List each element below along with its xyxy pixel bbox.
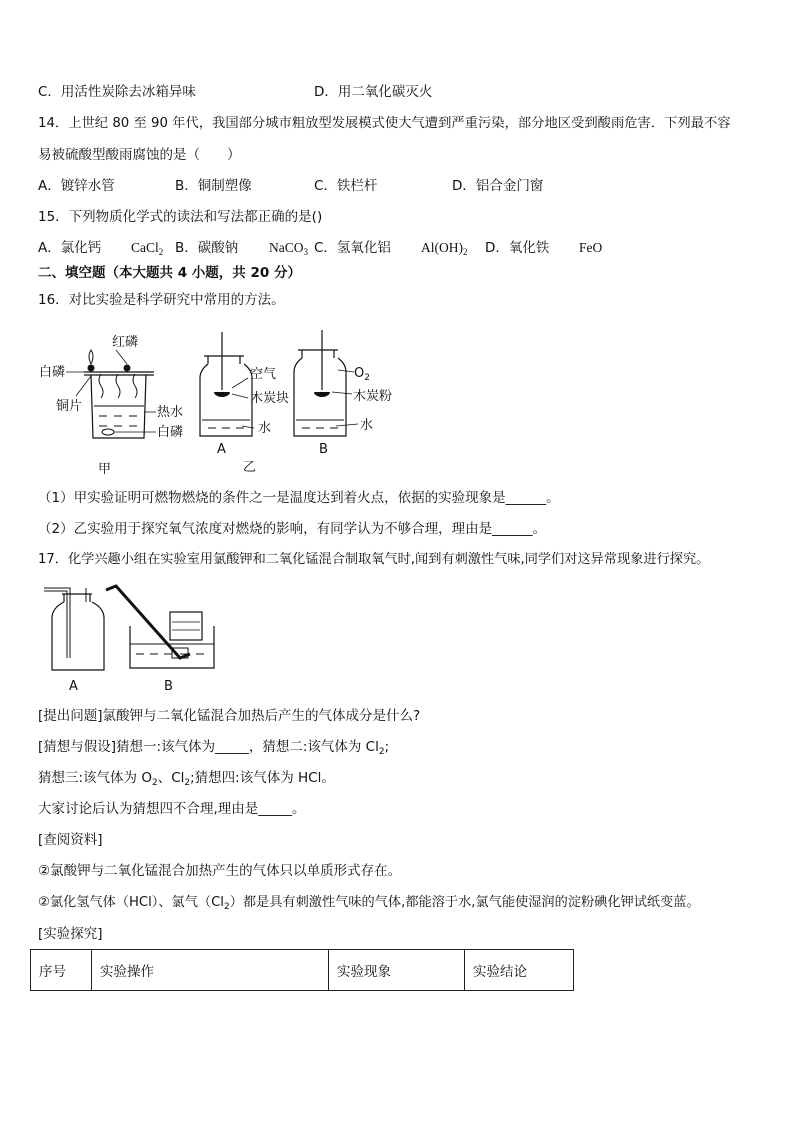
table-header-cell: 序号 (31, 950, 92, 991)
q15-c-formula-sub: 2 (463, 247, 468, 257)
q15-a-formula-sub: 2 (158, 247, 164, 257)
q15-stem: 15．下列物质化学式的读法和写法都正确的是() (38, 209, 323, 225)
q17-reference-title: [查阅资料] (38, 832, 103, 848)
yi-b-o2-sub: 2 (364, 373, 370, 383)
jia-copper-sheet-label: 铜片 (56, 399, 83, 414)
q17-experiment-table (30, 949, 574, 991)
q17-ref2-text-b: ）都是具有刺激性气味的气体,都能溶于水,氯气能使湿润的淀粉碘化钾试纸变蓝。 (229, 895, 700, 910)
yi-a-caption: A (217, 442, 226, 457)
q14-option-b: B．铜制塑像 (175, 178, 252, 194)
q15-option-a-formula (131, 239, 163, 257)
q15-option-b-label: B．碳酸钠 (175, 240, 239, 256)
q15-option-d-formula: FeO (579, 240, 603, 255)
q17-hyp2-sub1: 2 (151, 778, 158, 788)
q17-hyp2-sub2: 2 (184, 778, 191, 788)
yi-b-caption: B (319, 442, 328, 457)
yi-b-charcoal-leader (332, 392, 352, 394)
q15-b-formula-text: NaCO (269, 240, 304, 255)
yi-a-charcoal-label: 木炭块 (250, 391, 290, 406)
yi-a-water-label: 水 (258, 421, 272, 436)
yi-a-air-label: 空气 (250, 367, 277, 382)
q14-stem-line1: 14．上世纪 80 至 90 年代，我国部分城市粗放型发展模式使大气遭到严重污染，部分地区受到酸雨危害．下列最不容 (38, 116, 731, 131)
q16-figure (36, 328, 416, 478)
q15-c-formula-text: Al(OH) (421, 240, 463, 255)
q17-hyp1-end: ; (384, 739, 390, 755)
jia-white-phosphorus-dot (88, 365, 95, 372)
q17-ref2-text-a: ②氯化氢气体（HCl）、氯气（Cl (38, 895, 224, 910)
q17-discussion: 大家讨论后认为猜想四不合理,理由是_____。 (38, 801, 306, 817)
q17-hyp2-text-b: 、Cl (157, 770, 185, 786)
yi-a-charcoal-leader (232, 394, 248, 398)
jia-copper-leader (76, 376, 91, 396)
q17-a-tube (44, 588, 70, 658)
q14-stem-line2: 易被硫酸型酸雨腐蚀的是（ ） (38, 147, 241, 163)
q15-b-formula-sub: 3 (303, 247, 308, 257)
jia-hot-water-label: 热水 (157, 405, 184, 420)
jia-steam (99, 374, 137, 398)
yi-b-charcoal (314, 392, 330, 397)
q17-hyp2-text-c: ;猜想四:该气体为 HCl。 (190, 770, 335, 786)
q15-option-d-label: D．氧化铁 (485, 240, 550, 256)
table-header-cell: 实验结论 (465, 950, 574, 991)
q15-option-b-formula (269, 239, 308, 257)
jia-water-dashes (99, 416, 137, 426)
q17-b-caption: B (164, 679, 173, 694)
q17-hyp2-text-a: 猜想三:该气体为 O (38, 770, 152, 786)
q17-hyp1-text: [猜想与假设]猜想一:该气体为_____，猜想二:该气体为 Cl (38, 739, 379, 755)
q13-option-d: D．用二氧化碳灭火 (314, 84, 433, 100)
q15-option-c (314, 239, 391, 257)
jia-caption: 甲 (98, 462, 112, 477)
q17-a-bottle (52, 594, 104, 670)
q17-hypothesis-2 (38, 769, 335, 787)
yi-a-charcoal (214, 392, 230, 397)
jia-red-phosphorus-leader (116, 350, 127, 364)
q17-hypothesis-1 (38, 738, 389, 756)
yi-b-o2-text: O (354, 366, 365, 381)
yi-b-o2-label (354, 366, 370, 383)
q17-question: [提出问题]氯酸钾与二氧化锰混合加热后产生的气体成分是什么? (38, 708, 421, 724)
q15-option-b (175, 239, 238, 257)
q17-b-bottle-water (172, 622, 200, 630)
yi-b-water-label: 水 (360, 418, 374, 433)
flame-icon (89, 350, 93, 364)
q17-b-collecting-bottle (170, 612, 202, 640)
q16-sub2: （2）乙实验用于探究氧气浓度对燃烧的影响，有同学认为不够合理，理由是______。 (38, 521, 547, 537)
q17-ref2-sub: 2 (223, 902, 230, 912)
q15-option-a-label: A．氯化钙 (38, 240, 102, 256)
q17-figure (40, 582, 230, 694)
table-header-cell: 实验现象 (329, 950, 465, 991)
jia-underwater-phosphorus-label: 白磷 (157, 425, 184, 440)
q16-sub1: （1）甲实验证明可燃物燃烧的条件之一是温度达到着火点，依据的实验现象是______。 (38, 490, 560, 506)
jia-red-phosphorus-dot (124, 365, 131, 372)
q17-reference-2 (38, 894, 700, 912)
table-header-row (31, 950, 574, 991)
q17-hyp1-sub: 2 (378, 747, 385, 757)
q15-option-c-label: C．氢氧化铝 (314, 240, 391, 256)
q14-option-d: D．铝合金门窗 (452, 178, 544, 194)
jia-underwater-phosphorus (102, 429, 114, 435)
table-header-cell: 实验操作 (92, 950, 329, 991)
yi-a-air-leader (232, 378, 248, 388)
q14-option-a: A．镀锌水管 (38, 178, 115, 194)
q13-option-c: C．用活性炭除去冰箱异味 (38, 84, 196, 100)
yi-b-water-leader (336, 424, 358, 426)
q15-option-d (485, 239, 549, 257)
q14-option-c: C．铁栏杆 (314, 178, 378, 194)
q15-a-formula-text: CaCl (131, 240, 159, 255)
q17-experiment-title: [实验探究] (38, 926, 103, 942)
section-2-heading: 二、填空题（本大题共 4 小题，共 20 分） (38, 265, 301, 281)
q15-option-a (38, 239, 101, 257)
q17-a-caption: A (69, 679, 78, 694)
jia-white-phosphorus-label: 白磷 (39, 365, 66, 380)
q17-stem: 17．化学兴趣小组在实验室用氯酸钾和二氧化锰混合制取氧气时,闻到有刺激性气味,同学们对这异常现象进行探究。 (38, 552, 710, 567)
jia-red-phosphorus-label: 红磷 (112, 335, 139, 350)
q15-option-c-formula (421, 239, 468, 257)
yi-b-charcoal-label: 木炭粉 (353, 389, 393, 404)
q17-reference-1: ②氯酸钾与二氧化锰混合加热产生的气体只以单质形式存在。 (38, 863, 402, 879)
q16-stem: 16．对比实验是科学研究中常用的方法。 (38, 292, 285, 308)
yi-caption: 乙 (243, 460, 257, 475)
